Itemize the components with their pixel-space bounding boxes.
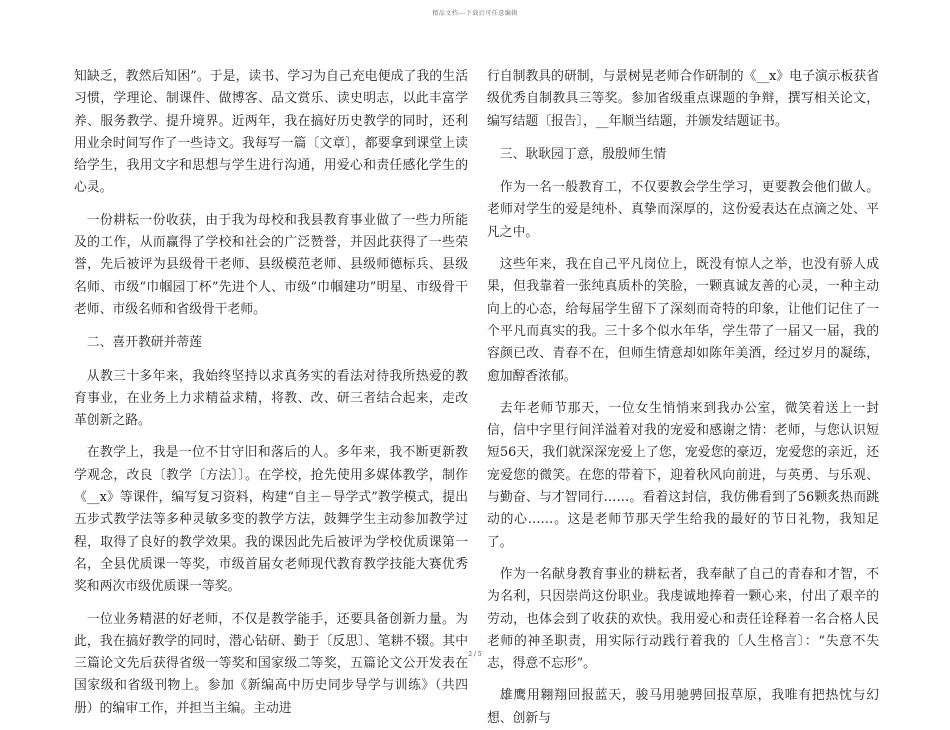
paragraph: 行自制教具的研制，与景树晃老师合作研制的《__x》电子演示板获省级优秀自制教具三等奖。参加省级重点课题的争辩，撰写相关论文，编写结题〔报告〕，__年顺当结题，并颁发结题证书。: [487, 69, 879, 129]
section-heading: 三、耿耿园丁意，殷殷师生情: [499, 146, 667, 162]
paragraph: 知缺乏，教然后知困”。于是，读书、学习为自己充电便成了我的生活习惯，学理论、制课件、做博客、品文赏乐、读史明志，以此丰富学养、服务教学、提升境界。近两年，我在搞好历史教学的同时，还利用业余时间写作了一些诗文。我每写一篇〔文章〕，都要拿到课堂上读给学生，我用文字和思想与学生进行沟通，用爱心和责任感化学生的心灵。: [74, 69, 468, 196]
paragraph: 去年老师节那天，一位女生悄悄来到我办公室，微笑着送上一封信，信中字里行间洋溢着对我的宠爱和感谢之情：老师，与您认识短短56天，我们就深深宠爱上了您，宠爱您的豪迈，宠爱您的亲近，还宠爱您的微笑。在您的带着下，迎着秋风向前进，与英勇、与乐观、与勤奋、与才智同行……。看着这封信，我仿佛看到了56颗炙热而跳动的心……。这是老师节那天学生给我的最好的节日礼物，我知足了。: [487, 400, 879, 550]
page-number: 2 / 5: [468, 651, 482, 658]
section-heading: 二、喜开教研并蒂莲: [86, 335, 202, 351]
left-column: [74, 66, 468, 720]
right-column: [487, 66, 879, 730]
paragraph: 雄鹰用翱翔回报蓝天，骏马用驰骋回报草原，我唯有把热忱与幻想、创新与: [487, 688, 879, 726]
paragraph: 这些年来，我在自己平凡岗位上，既没有惊人之举，也没有骄人成果，但我靠着一张纯真质朴的笑脸，一颗真诚友善的心灵，一种主动向上的心态，给每届学生留下了深刻而奇特的印象，让他们记住了一个平凡而真实的我。三十多个似水年华，学生带了一届又一届，我的容颜已改、青春不在，但师生情意却如陈年美酒，经过岁月的凝练，愈加醇香浓郁。: [487, 257, 879, 384]
paragraph: 在教学上，我是一位不甘守旧和落后的人。多年来，我不断更新教学观念，改良〔教学〔方法〕〕。在学校，抢先使用多媒体教学，制作《__x》等课件，编写复习资料，构建“自主－导学式”教学模式，提出五步式教学法等多种灵敏多变的教学方法，鼓舞学生主动参加教学过程，取得了良好的教学效果。我的课因此先后被评为学校优质课第一名，全县优质课一等奖，市级首届女老师现代教育教学技能大赛优秀奖和两次市级优质课一等奖。: [74, 445, 468, 595]
paragraph: 从教三十多年来，我始终坚持以求真务实的看法对待我所热爱的教育事业，在业务上力求精益求精，将教、改、研三者结合起来，走改革创新之路。: [74, 368, 468, 429]
paragraph: 作为一名献身教育事业的耕耘者，我奉献了自己的青春和才智，不为名利，只因崇尚这份职业。我虔诚地捧着一颗心来，付出了艰辛的劳动，也体会到了收获的欢快。我用爱心和责任诠释着一名合格人民老师的神圣职责，用实际行动践行着我的〔人生格言〕：“失意不失志，得意不忘形”。: [487, 566, 879, 672]
paragraph: 一位业务精湛的好老师，不仅是教学能手，还要具备创新力量。为此，我在搞好教学的同时，潜心钻研、勤于〔反思〕、笔耕不辍。其中三篇论文先后获得省级一等奖和国家级二等奖，五篇论文公开发表在国家级和省级刊物上。参加《新编高中历史同步导学与训练》（共四册）的编审工作，并担当主编。主动进: [74, 611, 468, 716]
paragraph: 作为一名一般教育工，不仅要教会学生学习，更要教会他们做人。老师对学生的爱是纯朴、真挚而深厚的，这份爱表达在点滴之处、平凡之中。: [487, 180, 879, 240]
page-header: 精品文档---下载后可任意编辑: [432, 10, 518, 17]
paragraph: 一份耕耘一份收获，由于我为母校和我县教育事业做了一些力所能及的工作，从而赢得了学校和社会的广泛赞誉，并因此获得了一些荣誉，先后被评为县级骨干老师、县级模范老师、县级师德标兵、县级名师、市级“巾帼园丁杯”先进个人、市级“巾帼建功”明星、市级骨干老师、市级名师和省级骨干老师。: [74, 212, 468, 317]
